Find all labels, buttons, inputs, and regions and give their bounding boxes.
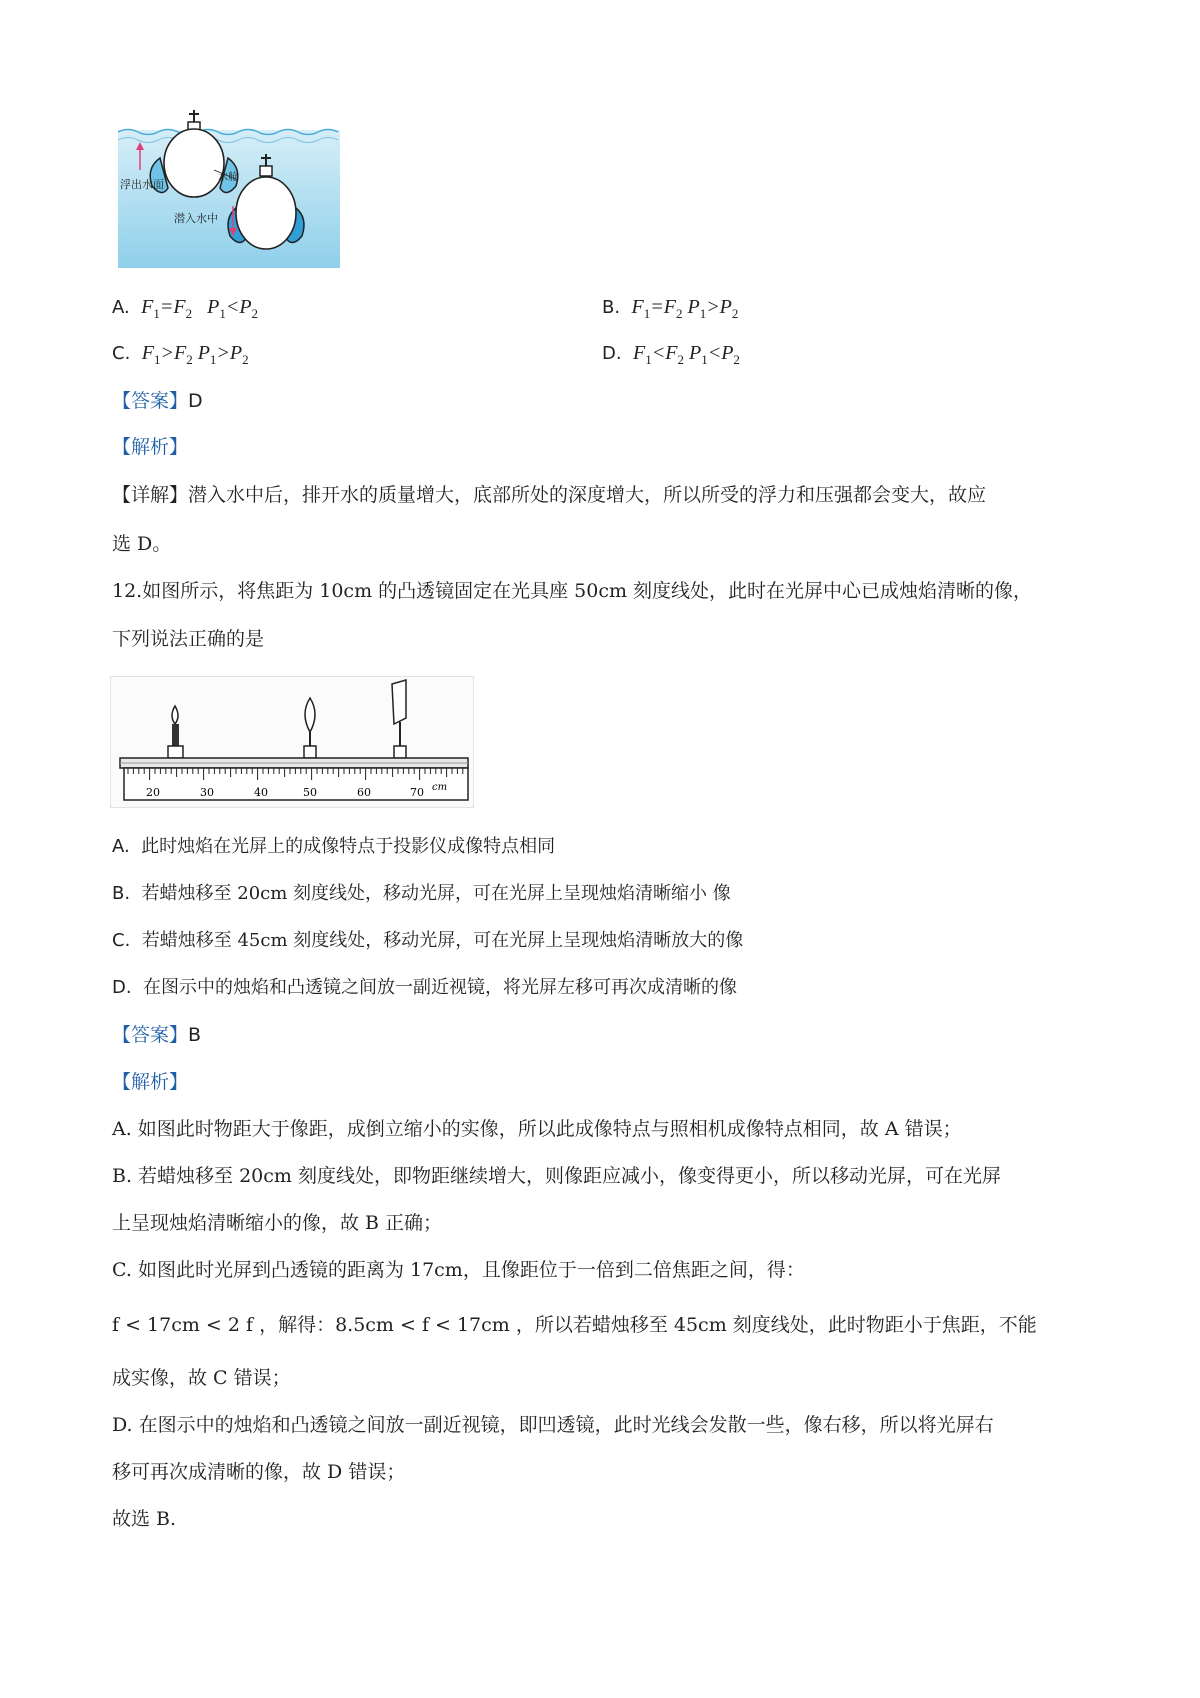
q12-option-b: B. 若蜡烛移至 20cm 刻度线处，移动光屏，可在光屏上呈现烛焰清晰缩小 像 — [112, 883, 731, 904]
q11-option-d: D. $F_1<F_2$ $P_1<P_2$ — [602, 342, 740, 367]
q12-analysis-line: B. 若蜡烛移至 20cm 刻度线处，即物距继续增大，则像距应减小，像变得更小，所以移动光屏，可在光屏 — [112, 1165, 1001, 1187]
label-dive: 潜入水中 — [174, 212, 218, 225]
q11-option-c: C. $F_1>F_2$ $P_1>P_2$ — [112, 342, 249, 367]
tick-label: 30 — [200, 786, 214, 799]
q12-analysis-line: 移可再次成清晰的像，故 D 错误； — [112, 1461, 406, 1483]
q12-analysis-line: A. 如图此时物距大于像距，成倒立缩小的实像，所以此成像特点与照相机成像特点相同，故 A 错误； — [112, 1118, 962, 1140]
q12-answer: 【答案】B — [112, 1024, 202, 1046]
tick-label: 50 — [303, 786, 317, 799]
q12-analysis-line: D. 在图示中的烛焰和凸透镜之间放一副近视镜，即凹透镜，此时光线会发散一些，像右移，所以将光屏右 — [112, 1414, 994, 1436]
q11-detail-line1: 【详解】潜入水中后，排开水的质量增大，底部所处的深度增大，所以所受的浮力和压强都会变大，故应 — [112, 484, 987, 506]
q11-option-a: A. $F_1=F_2$ $P_1<P_2$ — [112, 296, 259, 321]
q12-analysis-label: 【解析】 — [112, 1071, 189, 1093]
q12-stem-line2: 下列说法正确的是 — [112, 628, 265, 650]
tick-label: 40 — [254, 786, 268, 799]
submarine-figure — [118, 108, 340, 268]
q11-answer: 【答案】D — [112, 390, 203, 412]
tick-label: 70 — [410, 786, 424, 799]
q12-option-a: A. 此时烛焰在光屏上的成像特点于投影仪成像特点相同 — [112, 836, 556, 857]
q11-option-b: B. $F_1=F_2$ $P_1>P_2$ — [602, 296, 739, 321]
q12-option-d: D. 在图示中的烛焰和凸透镜之间放一副近视镜，将光屏左移可再次成清晰的像 — [112, 977, 738, 998]
q12-stem-line1: 12.如图所示，将焦距为 10cm 的凸透镜固定在光具座 50cm 刻度线处，此时在光屏中心已成烛焰清晰的像， — [112, 580, 1033, 602]
q11-detail-line2: 选 D。 — [112, 533, 172, 555]
screen-icon — [392, 680, 406, 758]
tick-label: 60 — [357, 786, 371, 799]
q12-analysis-line: 故选 B. — [112, 1508, 177, 1530]
q12-analysis-line: f < 17cm < 2 f ，解得：8.5cm < f < 17cm ，所以若蜡烛移至 45cm 刻度线处，此时物距小于焦距，不能 — [112, 1314, 1037, 1336]
q12-option-c: C. 若蜡烛移至 45cm 刻度线处，移动光屏，可在光屏上呈现烛焰清晰放大的像 — [112, 930, 744, 951]
optical-bench-figure — [110, 676, 474, 808]
q12-analysis-line: 成实像，故 C 错误； — [112, 1367, 291, 1389]
tick-label: 20 — [146, 786, 160, 799]
label-float: 浮出水面 — [120, 178, 164, 191]
q12-analysis-line: C. 如图此时光屏到凸透镜的距离为 17cm，且像距位于一倍到二倍焦距之间，得： — [112, 1259, 805, 1281]
ruler-unit: cm — [432, 782, 448, 793]
q11-analysis-label: 【解析】 — [112, 436, 189, 458]
label-tank: 水舱 — [218, 172, 238, 183]
q12-analysis-line: 上呈现烛焰清晰缩小的像，故 B 正确； — [112, 1212, 443, 1234]
